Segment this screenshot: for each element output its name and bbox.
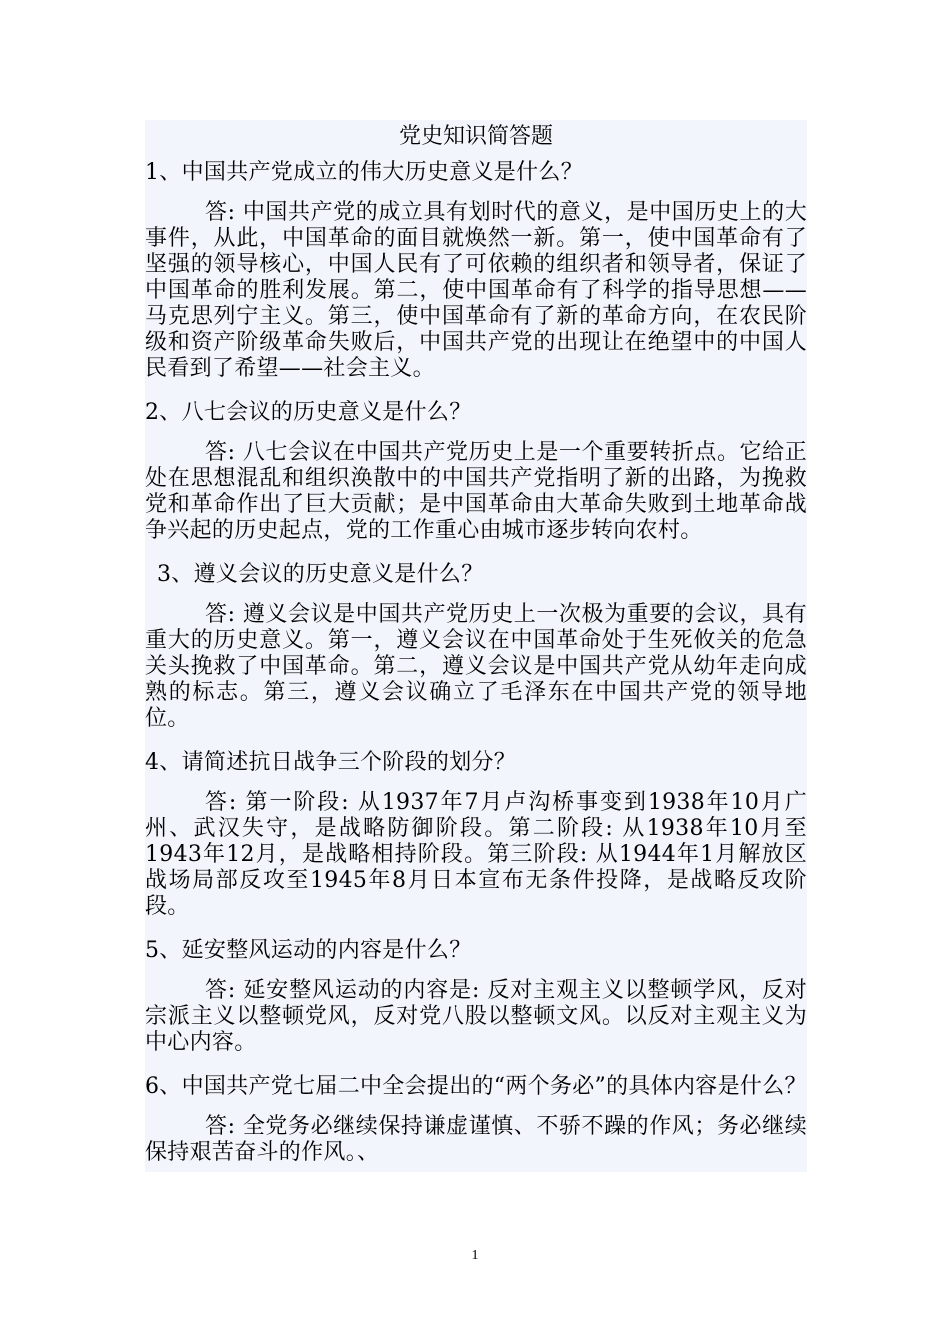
question-5: 5、延安整风运动的内容是什么？ [145, 938, 472, 963]
question-4: 4、请简述抗日战争三个阶段的划分？ [145, 750, 517, 775]
question-1: 1、中国共产党成立的伟大历史意义是什么？ [145, 160, 583, 185]
answer-3: 答: 遵义会议是中国共产党历史上一次极为重要的会议，具有重大的历史意义。第一，遵义会议在中国革命处于生死攸关的危急关头挽救了中国革命。第二，遵义会议是中国共产党从幼年走向成熟的标志。第三，遵义会议确立了毛泽东在中国共产党的领导地位。 [145, 602, 807, 731]
question-6: 6、中国共产党七届二中全会提出的“两个务必”的具体内容是什么？ [145, 1074, 807, 1099]
document-title: 党史知识简答题 [398, 124, 553, 149]
question-3: 3、遵义会议的历史意义是什么？ [157, 562, 484, 587]
answer-5: 答: 延安整风运动的内容是: 反对主观主义以整顿学风，反对宗派主义以整顿党风，反对党八股以整顿文风。以反对主观主义为中心内容。 [145, 978, 807, 1055]
document-body [145, 120, 807, 1172]
question-2: 2、八七会议的历史意义是什么？ [145, 400, 472, 425]
answer-6: 答: 全党务必继续保持谦虚谨慎、不骄不躁的作风；务必继续保持艰苦奋斗的作风。、 [145, 1114, 807, 1165]
answer-4: 答: 第一阶段: 从1937年7月卢沟桥事变到1938年10月广州、武汉失守，是战略防御阶段。第二阶段: 从1938年10月至1943年12月，是战略相持阶段。第三阶段: 从1944年1月解放区战场局部反攻至1945年8月日本宣布无条件投降，是战略反攻阶段。 [145, 790, 807, 919]
answer-2: 答: 八七会议在中国共产党历史上是一个重要转折点。它给正处在思想混乱和组织涣散中的中国共产党指明了新的出路，为挽救党和革命作出了巨大贡献；是中国革命由大革命失败到土地革命战争兴起的历史起点，党的工作重心由城市逐步转向农村。 [145, 440, 807, 543]
page-number: 1 [471, 1248, 479, 1263]
answer-1: 答: 中国共产党的成立具有划时代的意义，是中国历史上的大事件，从此，中国革命的面目就焕然一新。第一，使中国革命有了坚强的领导核心，中国人民有了可依赖的组织者和领导者，保证了中国革命的胜利发展。第二，使中国革命有了科学的指导思想——马克思列宁主义。第三，使中国革命有了新的革命方向，在农民阶级和资产阶级革命失败后，中国共产党的出现让在绝望中的中国人民看到了希望——社会主义。 [145, 200, 807, 381]
